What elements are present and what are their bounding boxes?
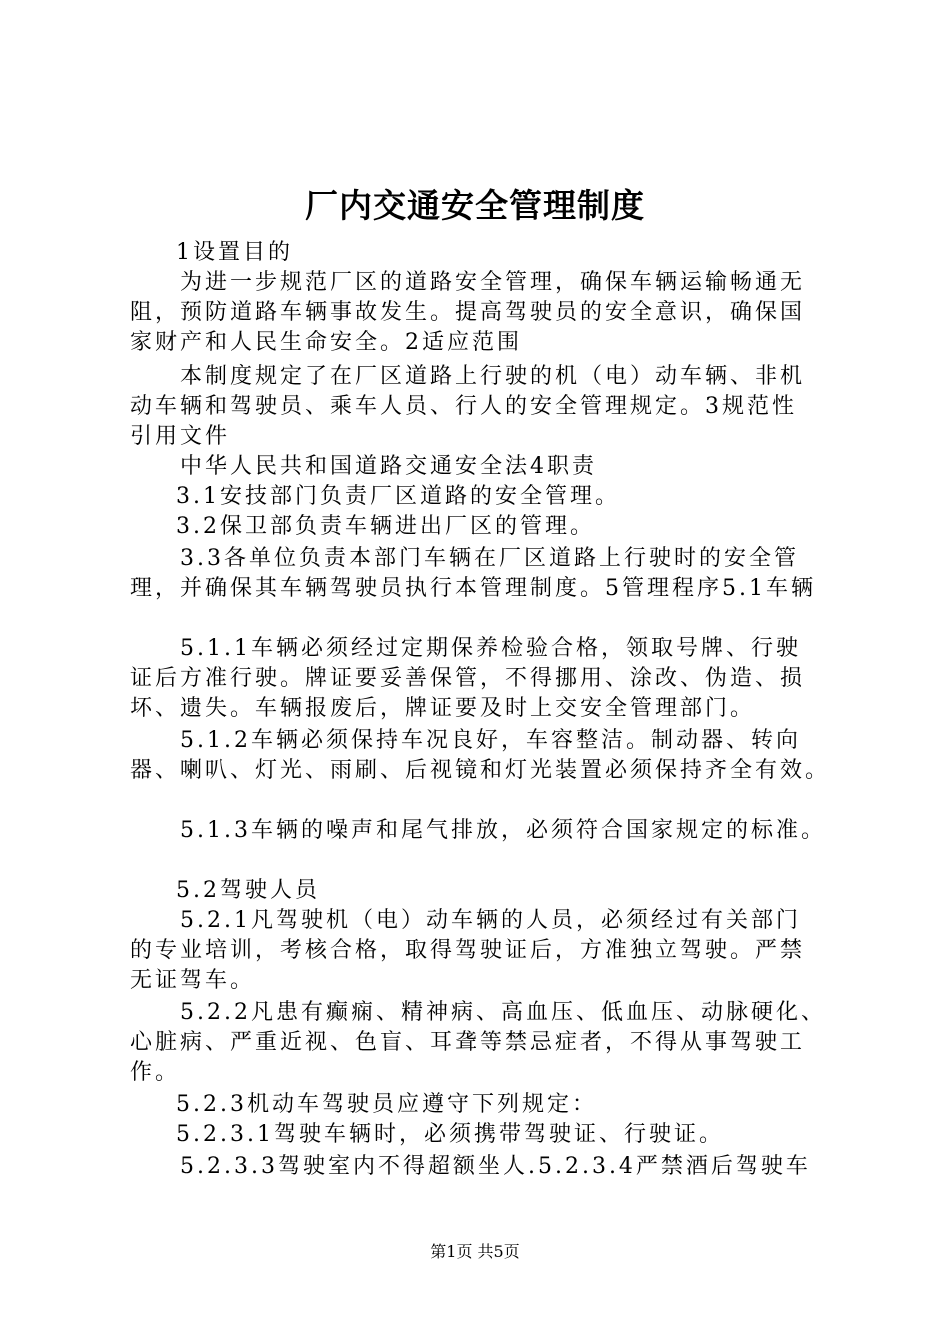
text-line: 5.2.3.3驾驶室内不得超额坐人.5.2.3.4严禁酒后驾驶车: [180, 1154, 811, 1179]
text-line: 的专业培训，考核合格，取得驾驶证后，方准独立驾驶。严禁: [130, 938, 806, 963]
text-line: 动车辆和驾驶员、乘车人员、行人的安全管理规定。3规范性: [130, 394, 797, 419]
text-line: 5.1.1车辆必须经过定期保养检验合格，领取号牌、行驶: [180, 636, 801, 661]
text-line: 理，并确保其车辆驾驶员执行本管理制度。5管理程序5.1车辆: [130, 576, 816, 601]
text-line: 证后方准行驶。牌证要妥善保管，不得挪用、涂改、伪造、损: [130, 666, 806, 691]
text-line: 5.1.3车辆的噪声和尾气排放，必须符合国家规定的标准。: [180, 818, 826, 843]
text-line: 为进一步规范厂区的道路安全管理，确保车辆运输畅通无: [180, 270, 806, 295]
text-line: 5.1.2车辆必须保持车况良好，车容整洁。制动器、转向: [180, 728, 801, 753]
text-line: 坏、遗失。车辆报废后，牌证要及时上交安全管理部门。: [130, 696, 756, 721]
text-line: 器、喇叭、灯光、雨刷、后视镜和灯光装置必须保持齐全有效。: [130, 758, 831, 783]
text-line: 中华人民共和国道路交通安全法4职责: [180, 454, 597, 479]
text-line: 阻，预防道路车辆事故发生。提高驾驶员的安全意识，确保国: [130, 300, 806, 325]
text-line: 心脏病、严重近视、色盲、耳聋等禁忌症者，不得从事驾驶工: [130, 1030, 806, 1055]
text-line: 5.2.3.1驾驶车辆时，必须携带驾驶证、行驶证。: [176, 1122, 724, 1147]
text-line: 3.2保卫部负责车辆进出厂区的管理。: [176, 514, 595, 539]
text-line: 3.3各单位负责本部门车辆在厂区道路上行驶时的安全管: [180, 546, 799, 571]
text-line: 5.2.1凡驾驶机（电）动车辆的人员，必须经过有关部门: [180, 908, 801, 933]
text-line: 5.2.2凡患有癫痫、精神病、高血压、低血压、动脉硬化、: [180, 1000, 826, 1025]
document-title: 厂内交通安全管理制度: [305, 186, 645, 225]
text-line: 5.2.3机动车驾驶员应遵守下列规定：: [176, 1092, 597, 1117]
page-footer: 第1页 共5页: [430, 1242, 520, 1261]
text-line: 作。: [130, 1060, 181, 1085]
text-line: 3.1安技部门负责厂区道路的安全管理。: [176, 484, 620, 509]
text-line: 引用文件: [130, 424, 231, 449]
text-line: 无证驾车。: [130, 968, 256, 993]
text-line: 本制度规定了在厂区道路上行驶的机（电）动车辆、非机: [180, 364, 806, 389]
text-line: 家财产和人民生命安全。2适应范围: [130, 330, 522, 355]
text-line: 5.2驾驶人员: [176, 878, 320, 903]
text-line: 1设置目的: [176, 240, 293, 265]
